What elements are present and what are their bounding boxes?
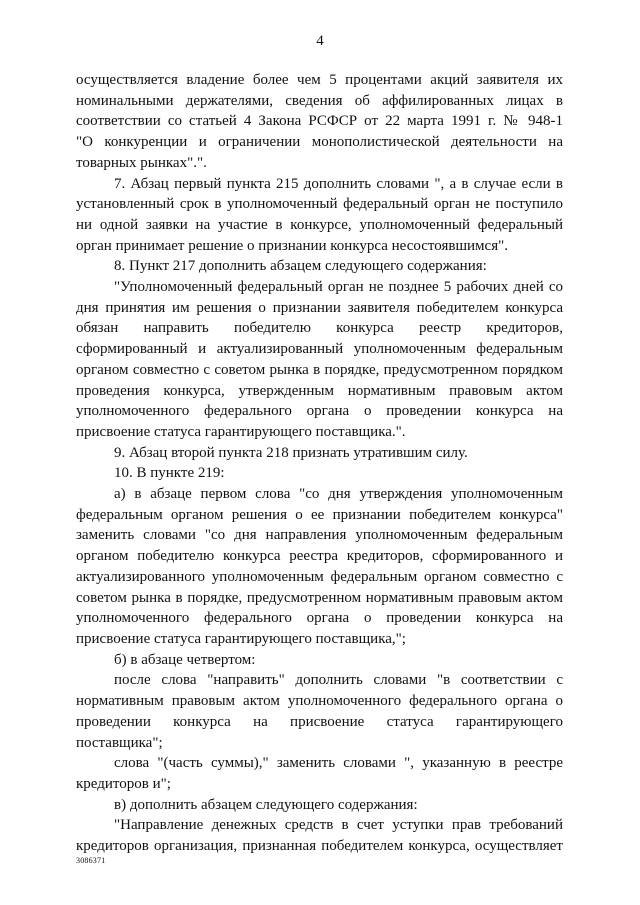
text-line: обязан направить победителю конкурса реестр кредиторов, (76, 320, 563, 337)
text-line: номинальными держателями, сведения об аффилированных лицах в (76, 92, 563, 109)
page-number: 4 (316, 33, 324, 49)
text-line: органом победителю конкурса реестра кредиторов, сформированного и (76, 548, 563, 565)
text-line: слова "(часть суммы)," заменить словами ", указанную в реестре (114, 755, 563, 772)
text-line: уполномоченного федерального органа о проведении конкурса на (76, 403, 563, 420)
text-line: 10. В пункте 219: (114, 465, 225, 482)
text-line: а) в абзаце первом слова "со дня утверждения уполномоченным (114, 486, 563, 503)
text-line: после слова "направить" дополнить словами "в соответствии с (114, 672, 563, 689)
text-line: 7. Абзац первый пункта 215 дополнить словами ", а в случае если в (114, 175, 563, 192)
text-line: кредиторов и"; (76, 775, 171, 792)
text-line: сформированный и актуализированный уполномоченным федеральным (76, 341, 563, 358)
text-line: нормативным правовым актом уполномоченного федерального органа о (76, 693, 563, 710)
text-line: б) в абзаце четвертом: (114, 651, 256, 668)
text-line: присвоение статуса гарантирующего поставщика.". (76, 423, 406, 440)
document-body (76, 70, 563, 857)
document-code: 3086371 (76, 856, 106, 865)
text-line: установленный срок в уполномоченный федеральный орган не поступило (76, 196, 563, 213)
text-line: "Направление денежных средств в счет уступки прав требований (114, 817, 563, 834)
text-line: кредиторов организация, признанная победителем конкурса, осуществляет (76, 838, 563, 855)
text-line: осуществляется владение более чем 5 процентами акций заявителя их (76, 72, 563, 88)
text-line: товарных рынках".". (76, 154, 207, 171)
text-line: "О конкуренции и ограничении монополистической деятельности на (76, 134, 563, 151)
text-line: 9. Абзац второй пункта 218 признать утратившим силу. (114, 444, 468, 461)
text-line: советом рынка в порядке, предусмотренном нормативным правовым актом (76, 589, 563, 606)
text-line: заменить словами "со дня направления уполномоченным федеральным (76, 527, 563, 544)
text-line: проведения конкурса, утвержденным нормативным правовым актом (76, 382, 563, 399)
text-line: присвоение статуса гарантирующего поставщика,"; (76, 630, 406, 647)
text-line: поставщика"; (76, 734, 163, 751)
text-line: проведении конкурса на присвоение статуса гарантирующего (76, 713, 563, 730)
text-line: орган принимает решение о признании конкурса несостоявшимся". (76, 237, 508, 254)
text-line: в) дополнить абзацем следующего содержания: (114, 796, 418, 813)
text-line: ни одной заявки на участие в конкурсе, уполномоченный федеральный (76, 216, 563, 233)
text-line: 8. Пункт 217 дополнить абзацем следующего содержания: (114, 258, 487, 275)
text-line: федеральным органом решения о ее признании победителем конкурса" (76, 506, 563, 523)
text-line: "Уполномоченный федеральный орган не позднее 5 рабочих дней со (114, 279, 563, 296)
text-line: актуализированного уполномоченным федеральным органом совместно с (76, 568, 563, 585)
text-line: дня принятия им решения о признании заявителя победителем конкурса (76, 299, 563, 316)
text-line: органом совместно с советом рынка в порядке, предусмотренном порядком (76, 361, 563, 378)
text-line: уполномоченного федерального органа о проведении конкурса на (76, 610, 563, 627)
text-line: соответствии со статьей 4 Закона РСФСР от 22 марта 1991 г. № 948-1 (76, 113, 563, 130)
